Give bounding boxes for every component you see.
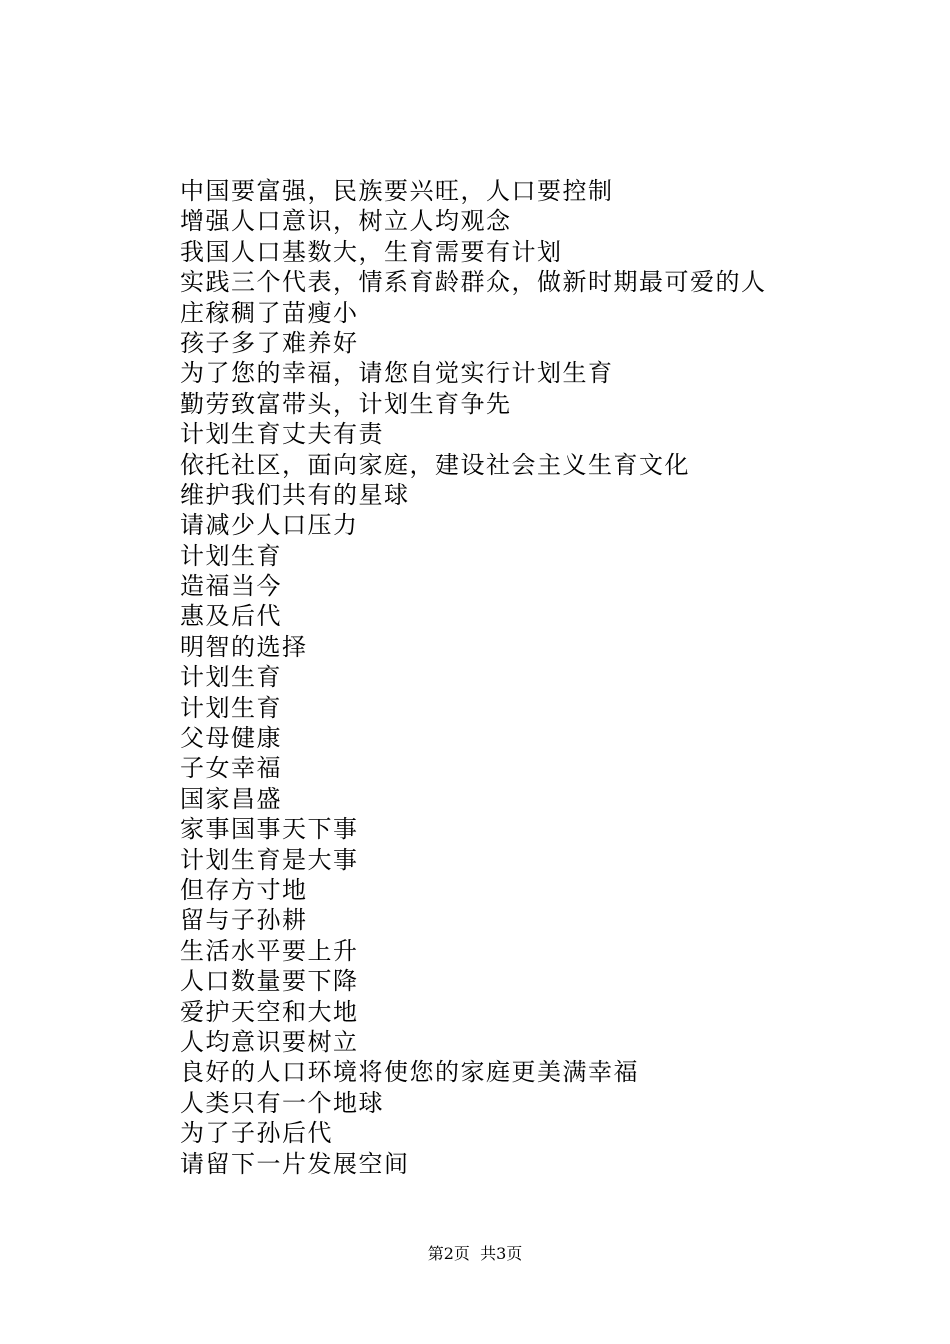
slogan-line: 我国人口基数大，生育需要有计划	[180, 237, 563, 266]
page-number-label: 第2页 共3页	[427, 1244, 523, 1263]
slogan-line: 良好的人口环境将使您的家庭更美满幸福	[180, 1058, 639, 1087]
slogan-line: 明智的选择	[180, 632, 308, 661]
slogan-line: 为了您的幸福，请您自觉实行计划生育	[180, 359, 614, 388]
slogan-line: 请减少人口压力	[180, 511, 359, 540]
slogan-line: 但存方寸地	[180, 875, 308, 904]
slogan-line: 庄稼稠了苗瘦小	[180, 298, 359, 327]
slogan-line: 人均意识要树立	[180, 1027, 359, 1056]
slogan-line: 留与子孙耕	[180, 906, 308, 935]
slogan-line: 惠及后代	[180, 602, 282, 631]
slogan-line: 实践三个代表，情系育龄群众，做新时期最可爱的人	[180, 268, 767, 297]
slogan-line: 请留下一片发展空间	[180, 1149, 410, 1178]
slogan-line: 增强人口意识，树立人均观念	[180, 207, 512, 236]
slogan-line: 家事国事天下事	[180, 815, 359, 844]
slogan-line: 依托社区，面向家庭，建设社会主义生育文化	[180, 450, 690, 479]
slogan-line: 中国要富强，民族要兴旺，人口要控制	[180, 177, 614, 205]
page-footer	[0, 1242, 950, 1266]
slogan-line: 国家昌盛	[180, 784, 282, 813]
slogan-line: 计划生育	[180, 663, 282, 692]
slogan-list	[180, 176, 767, 1179]
slogan-line: 勤劳致富带头，计划生育争先	[180, 389, 512, 418]
slogan-line: 维护我们共有的星球	[180, 480, 410, 509]
slogan-line: 人类只有一个地球	[180, 1088, 384, 1117]
slogan-line: 父母健康	[180, 724, 282, 753]
slogan-line: 计划生育丈夫有责	[180, 420, 384, 449]
slogan-line: 孩子多了难养好	[180, 328, 359, 357]
slogan-line: 子女幸福	[180, 754, 282, 783]
slogan-line: 计划生育是大事	[180, 845, 359, 874]
slogan-line: 计划生育	[180, 693, 282, 722]
slogan-line: 造福当今	[180, 572, 282, 601]
slogan-line: 人口数量要下降	[180, 967, 359, 996]
slogan-line: 生活水平要上升	[180, 936, 359, 965]
slogan-line: 爱护天空和大地	[180, 997, 359, 1026]
slogan-line: 计划生育	[180, 541, 282, 570]
slogan-line: 为了子孙后代	[180, 1119, 333, 1148]
